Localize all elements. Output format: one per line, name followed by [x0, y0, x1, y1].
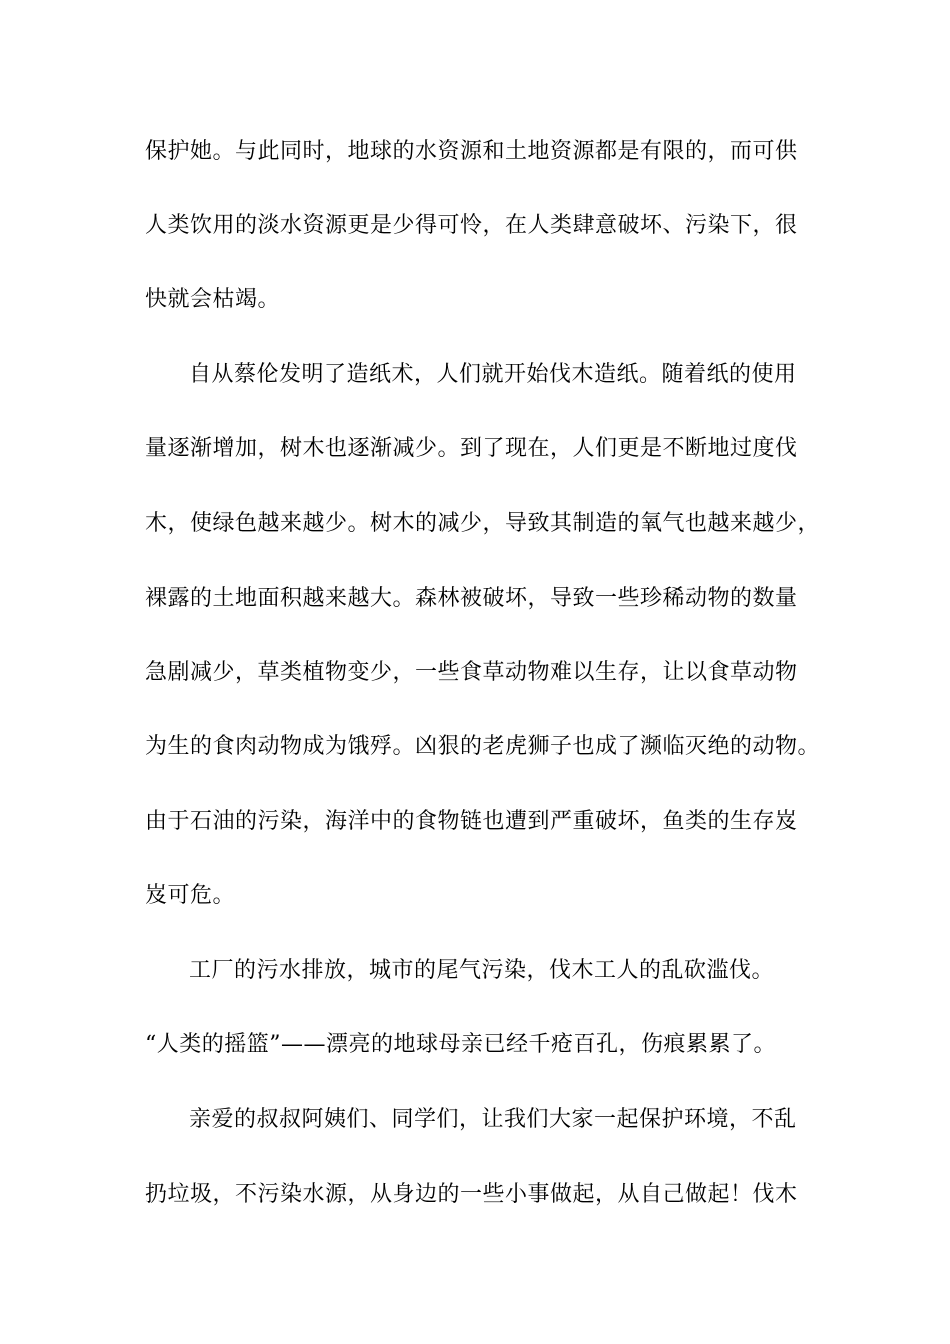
paragraph-line: 量逐渐增加，树木也逐渐减少。到了现在，人们更是不断地过度伐 [145, 436, 798, 461]
paragraph-line: 快就会枯竭。 [145, 287, 281, 312]
paragraph-line: 人类饮用的淡水资源更是少得可怜，在人类肆意破坏、污染下，很 [145, 213, 798, 238]
paragraph-line: “人类的摇篮”——漂亮的地球母亲已经千疮百孔，伤痕累累了。 [145, 1032, 776, 1057]
paragraph-line: 急剧减少，草类植物变少，一些食草动物难以生存，让以食草动物 [145, 660, 798, 685]
paragraph-line: 亲爱的叔叔阿姨们、同学们，让我们大家一起保护环境，不乱 [189, 1107, 797, 1132]
paragraph-line: 裸露的土地面积越来越大。森林被破坏，导致一些珍稀动物的数量 [145, 586, 798, 611]
paragraph-line: 自从蔡伦发明了造纸术，人们就开始伐木造纸。随着纸的使用 [189, 362, 797, 387]
paragraph-line: 由于石油的污染，海洋中的食物链也遭到严重破坏，鱼类的生存岌 [145, 809, 798, 834]
paragraph-line: 扔垃圾，不污染水源，从身边的一些小事做起，从自己做起！伐木 [145, 1182, 798, 1207]
paragraph-line: 木，使绿色越来越少。树木的减少，导致其制造的氧气也越来越少， [145, 511, 821, 536]
paragraph-line: 岌可危。 [145, 883, 236, 908]
paragraph-line: 工厂的污水排放，城市的尾气污染，伐木工人的乱砍滥伐。 [189, 958, 775, 983]
paragraph-line: 保护她。与此同时，地球的水资源和土地资源都是有限的，而可供 [145, 139, 798, 164]
paragraph-line: 为生的食肉动物成为饿殍。凶狠的老虎狮子也成了濒临灭绝的动物。 [145, 734, 821, 759]
